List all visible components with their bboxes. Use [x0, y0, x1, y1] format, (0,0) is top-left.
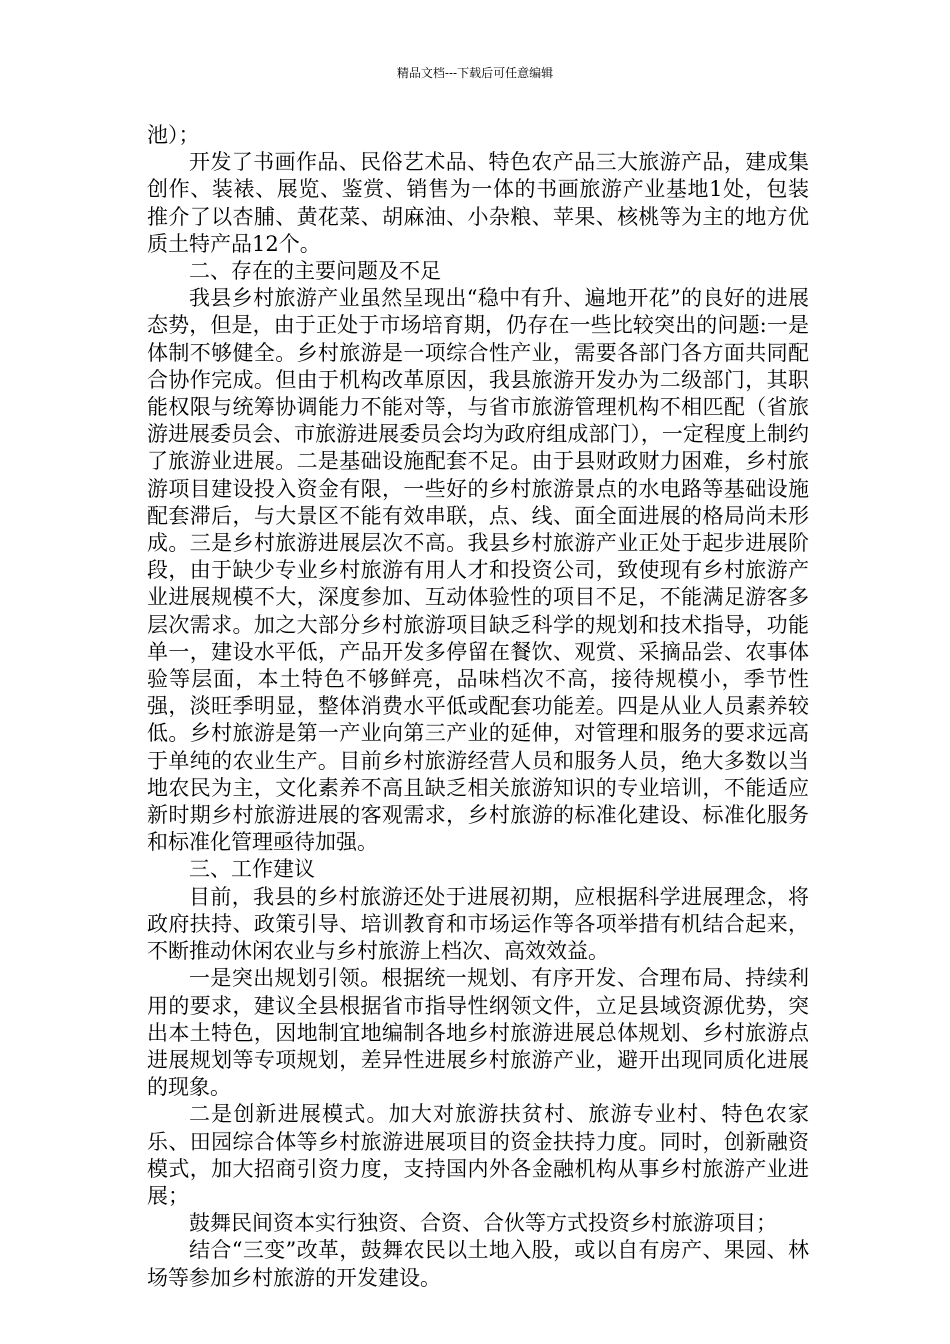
- section-heading-problems: 二、存在的主要问题及不足: [189, 259, 441, 284]
- paragraph-planning: 一是突出规划引领。根据统一规划、有序开发、合理布局、持续利用的要求，建议全县根据省市指导性纲领文件，立足县域资源优势，突出本土特色，因地制宜地编制各地乡村旅游进展总体规划、乡村旅游点进展规划等专项规划，差异性进展乡村旅游产业，避开出现同质化进展的现象。: [147, 966, 809, 1100]
- paragraph-problems: 我县乡村旅游产业虽然呈现出“稳中有升、遍地开花”的良好的进展态势，但是，由于正处于市场培育期，仍存在一些比较突出的问题:一是体制不够健全。乡村旅游是一项综合性产业，需要各部门各方面共同配合协作完成。但由于机构改革原因，我县旅游开发办为二级部门，其职能权限与统筹协调能力不能对等，与省市旅游管理机构不相匹配（省旅游进展委员会、市旅游进展委员会均为政府组成部门），一定程度上制约了旅游业进展。二是基础设施配套不足。由于县财政财力困难，乡村旅游项目建设投入资金有限，一些好的乡村旅游景点的水电路等基础设施配套滞后，与大景区不能有效串联，点、线、面全面进展的格局尚未形成。三是乡村旅游进展层次不高。我县乡村旅游产业正处于起步进展阶段，由于缺少专业乡村旅游有用人才和投资公司，致使现有乡村旅游产业进展规模不大，深度参加、互动体验性的项目不足，不能满足游客多层次需求。加之大部分乡村旅游项目缺乏科学的规划和技术指导，功能单一，建设水平低，产品开发多停留在餐饮、观赏、采摘品尝、农事体验等层面，本土特色不够鲜亮，品味档次不高，接待规模小，季节性强，淡旺季明显，整体消费水平低或配套功能差。四是从业人员素养较低。乡村旅游是第一产业向第三产业的延伸，对管理和服务的要求远高于单纯的农业生产。目前乡村旅游经营人员和服务人员，绝大多数以当地农民为主，文化素养不高且缺乏相关旅游知识的专业培训，不能适应新时期乡村旅游进展的客观需求，乡村旅游的标准化建设、标准化服务和标准化管理亟待加强。: [147, 286, 809, 855]
- paragraph-private-capital: 鼓舞民间资本实行独资、合资、合伙等方式投资乡村旅游项目；: [189, 1211, 777, 1236]
- paragraph-current-situation: 目前，我县的乡村旅游还处于进展初期，应根据科学进展理念，将政府扶持、政策引导、培训教育和市场运作等各项举措有机结合起来，不断推动休闲农业与乡村旅游上档次、高效效益。: [147, 884, 809, 964]
- page-header: 精品文档---下载后可任意编辑: [396, 66, 554, 80]
- paragraph-continuation: 池）；: [147, 123, 200, 147]
- paragraph-tourism-products: 开发了书画作品、民俗艺术品、特色农产品三大旅游产品，建成集创作、装裱、展览、鉴赏、销售为一体的书画旅游产业基地1处，包装推介了以杏脯、黄花菜、胡麻油、小杂粮、苹果、核桃等为主的地方优质土特产品12个。: [147, 150, 809, 256]
- document-body: [147, 122, 809, 1292]
- paragraph-development-model: 二是创新进展模式。加大对旅游扶贫村、旅游专业村、特色农家乐、田园综合体等乡村旅游进展项目的资金扶持力度。同时，创新融资模式，加大招商引资力度，支持国内外各金融机构从事乡村旅游产业进展；: [147, 1102, 809, 1208]
- paragraph-three-changes: 结合“三变”改革，鼓舞农民以土地入股，或以自有房产、果园、林场等参加乡村旅游的开发建设。: [147, 1238, 809, 1290]
- section-heading-suggestions: 三、工作建议: [189, 857, 315, 882]
